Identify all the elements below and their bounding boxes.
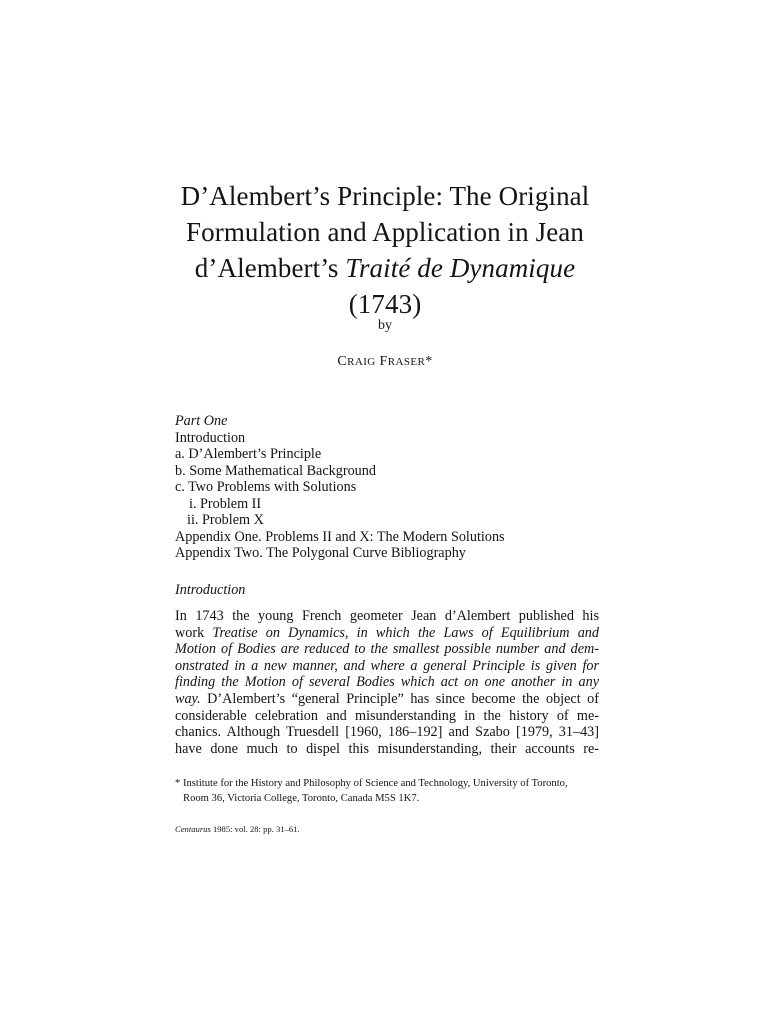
byline: by bbox=[378, 318, 392, 333]
toc-item: c. Two Problems with Solutions bbox=[175, 479, 357, 495]
title-line-3 bbox=[150, 250, 620, 286]
table-of-contents bbox=[175, 413, 605, 562]
author-last-rest: RASER bbox=[387, 356, 426, 368]
toc-item: Appendix One. Problems II and X: The Modern Solutions bbox=[175, 528, 505, 545]
footnote-text: Institute for the History and Philosophy of Science and Technology, University of Toronto, bbox=[182, 778, 568, 789]
paragraph-line: In 1743 the young French geometer Jean d’Alembert published his bbox=[175, 608, 599, 624]
introduction-paragraph bbox=[175, 608, 599, 757]
treatise-title-text: Treatise on Dynamics, in which the Laws of Equilibrium and bbox=[212, 624, 599, 641]
author-footnote bbox=[175, 776, 601, 806]
toc-subitem: i. Problem II bbox=[189, 495, 262, 512]
paragraph-line: finding the Motion of several Bodies which act on one another in any bbox=[175, 674, 599, 691]
journal-citation bbox=[175, 824, 300, 834]
title-line-3-prefix: d’Alembert’s bbox=[194, 253, 346, 283]
toc-item: a. D’Alembert’s Principle bbox=[175, 446, 322, 462]
paragraph-line: Motion of Bodies are reduced to the smallest possible number and dem- bbox=[175, 641, 599, 658]
toc-item: b. Some Mathematical Background bbox=[175, 462, 376, 479]
author-last-initial: F bbox=[379, 354, 388, 369]
paragraph-line bbox=[175, 625, 599, 642]
toc-item: Introduction bbox=[175, 429, 246, 446]
title-line-1: D’Alembert’s Principle: The Original bbox=[180, 181, 590, 211]
title-line-2: Formulation and Application in Jean bbox=[186, 217, 584, 247]
paragraph-line bbox=[175, 691, 599, 708]
journal-details: 1985: vol. 28: pp. 31–61. bbox=[210, 824, 300, 834]
toc-item: Appendix Two. The Polygonal Curve Bibliography bbox=[175, 545, 466, 561]
toc-part-heading: Part One bbox=[175, 413, 228, 429]
title-book-name: Traité de Dynamique bbox=[345, 253, 576, 283]
author-name bbox=[150, 354, 620, 370]
paragraph-line: onstrated in a new manner, and where a general Principle is given for bbox=[175, 657, 599, 674]
author-footnote-mark: * bbox=[425, 354, 433, 369]
paragraph-text: D’Alembert’s “general Principle” has since become the object of bbox=[200, 690, 599, 707]
section-heading-introduction: Introduction bbox=[175, 582, 246, 598]
treatise-title-text: way. bbox=[175, 690, 201, 707]
paragraph-line: have done much to dispel this misunderstanding, their accounts re- bbox=[175, 740, 599, 757]
title-year: (1743) bbox=[348, 289, 422, 319]
paragraph-line: considerable celebration and misunderstanding in the history of me- bbox=[175, 707, 599, 724]
paragraph-line: chanics. Although Truesdell [1960, 186–192] and Szabo [1979, 31–43] bbox=[175, 724, 599, 741]
paper-title bbox=[150, 178, 620, 322]
footnote-mark: * bbox=[175, 778, 181, 789]
author-first-initial: C bbox=[337, 354, 348, 369]
footnote-line bbox=[175, 776, 601, 791]
footnote-line: Room 36, Victoria College, Toronto, Canada M5S 1K7. bbox=[183, 793, 420, 804]
paragraph-text: work bbox=[175, 624, 213, 641]
author-first-rest: RAIG bbox=[347, 356, 376, 368]
journal-name: Centaurus bbox=[175, 824, 211, 834]
toc-subitem: ii. Problem X bbox=[187, 512, 264, 528]
